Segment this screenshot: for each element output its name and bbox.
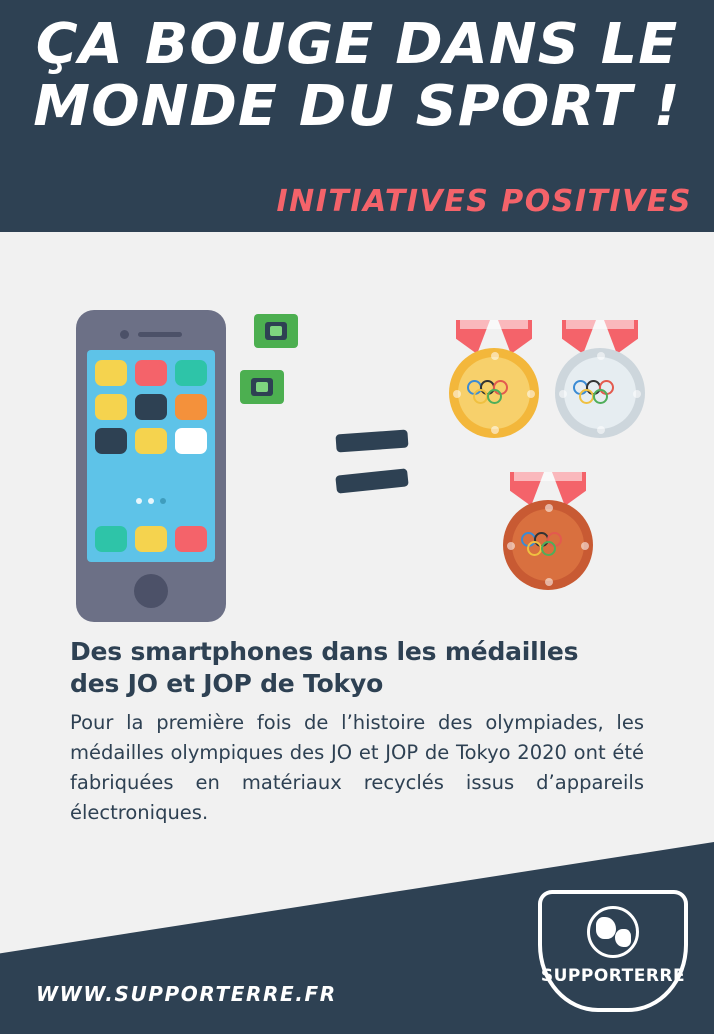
medal-inner: [512, 509, 584, 581]
logo-name: SUPPORTERRE: [540, 966, 686, 986]
medal-disc: [503, 500, 593, 590]
app-icon: [135, 526, 167, 552]
app-icon: [135, 360, 167, 386]
phone-home-button-icon: [134, 574, 168, 608]
page-subtitle: INITIATIVES POSITIVES: [276, 184, 692, 219]
page-dots: [87, 498, 215, 504]
page-title: [0, 14, 714, 138]
app-icon: [95, 428, 127, 454]
medal-inner: [564, 357, 636, 429]
content-heading-line-2: des JO et JOP de Tokyo: [70, 669, 384, 698]
title-line-1: ÇA BOUGE DANS LE: [35, 12, 679, 77]
app-icon: [135, 428, 167, 454]
dock-grid: [95, 526, 207, 552]
app-icon: [175, 428, 207, 454]
supporterre-logo: [538, 890, 688, 1012]
phone-camera-icon: [120, 330, 129, 339]
website-url[interactable]: WWW.SUPPORTERRE.FR: [36, 982, 337, 1006]
app-icon: [95, 360, 127, 386]
app-icon: [95, 394, 127, 420]
page-dot: [160, 498, 166, 504]
app-icon: [175, 526, 207, 552]
content-body: Pour la première fois de l’histoire des olympiades, les médailles olympiques des JO et JOP de Tokyo 2020 ont été fabriquées en matériaux recyclés issus d’appareils électroniques.: [70, 711, 644, 824]
page-dot: [136, 498, 142, 504]
medal-disc: [449, 348, 539, 438]
title-line-2: MONDE DU SPORT !: [33, 74, 681, 139]
silver-medal-icon: [546, 320, 654, 450]
content-block: [70, 636, 644, 828]
microchip-icon: [240, 370, 284, 404]
bronze-medal-icon: [494, 472, 602, 602]
illustration-area: [0, 232, 714, 622]
content-heading: [70, 636, 644, 700]
app-icon: [175, 394, 207, 420]
gold-medal-icon: [440, 320, 548, 450]
app-icon: [95, 526, 127, 552]
phone-speaker-icon: [138, 332, 182, 337]
olympic-rings-icon: [467, 380, 521, 406]
medal-disc: [555, 348, 645, 438]
olympic-rings-icon: [521, 532, 575, 558]
poster-header: [0, 0, 714, 232]
olympic-rings-icon: [573, 380, 627, 406]
app-grid: [95, 360, 207, 454]
smartphone-icon: [76, 310, 226, 622]
app-icon: [135, 394, 167, 420]
app-icon: [175, 360, 207, 386]
page-dot: [148, 498, 154, 504]
poster-footer: [0, 842, 714, 1034]
phone-screen: [87, 350, 215, 562]
equals-sign-icon: [336, 428, 410, 498]
microchip-icon: [254, 314, 298, 348]
content-heading-line-1: Des smartphones dans les médailles: [70, 637, 579, 666]
globe-icon: [587, 906, 639, 958]
medal-inner: [458, 357, 530, 429]
